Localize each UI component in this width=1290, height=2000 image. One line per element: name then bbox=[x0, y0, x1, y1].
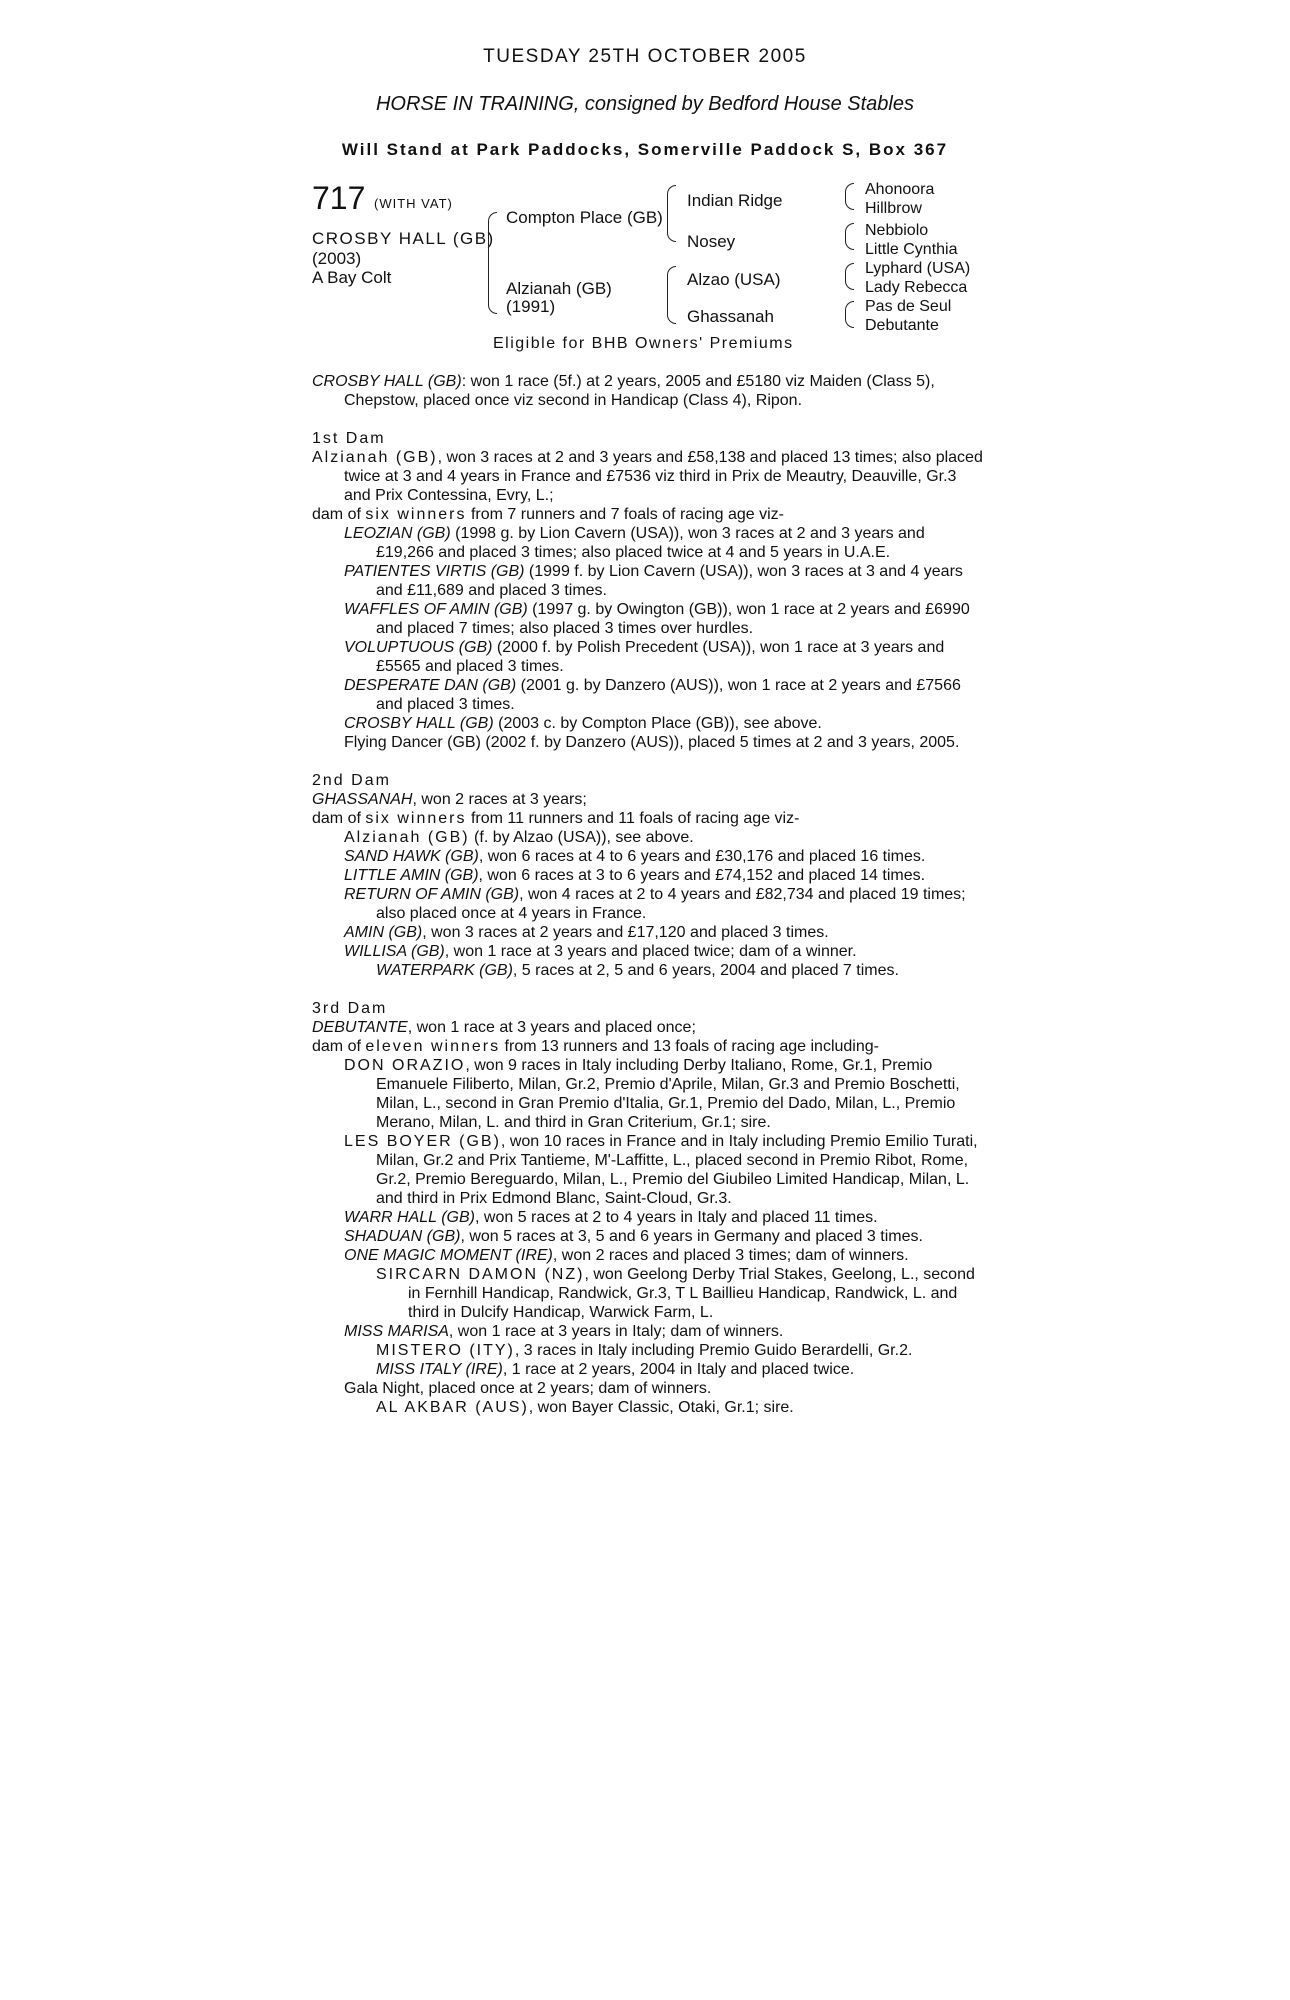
second-dam-record: GHASSANAH, won 2 races at 3 years; bbox=[312, 791, 587, 808]
first-dam-name: Alzianah (GB) bbox=[312, 449, 438, 466]
premium-eligibility: Eligible for BHB Owners' Premiums bbox=[493, 335, 794, 352]
progeny-item: MISS MARISA, won 1 race at 3 years in Italy; dam of winners. bbox=[344, 1323, 784, 1340]
sale-date: TUESDAY 25TH OCTOBER 2005 bbox=[483, 46, 807, 67]
pedigree-brace-g4 bbox=[845, 301, 854, 328]
progeny-item: ONE MAGIC MOMENT (IRE), won 2 races and placed 3 times; dam of winners. bbox=[344, 1247, 909, 1264]
progeny-item: WAFFLES OF AMIN (GB) (1997 g. by Owington (GB)), won 1 race at 2 years and £6990 and placed 7 times; also placed 3 times over hurdles. bbox=[344, 601, 970, 637]
consignment-line: HORSE IN TRAINING, consigned by Bedford House Stables bbox=[375, 93, 914, 115]
progeny-item: DON ORAZIO, won 9 races in Italy including Derby Italiano, Rome, Gr.1, Premio Emanuele Filiberto, Milan, Gr.2, Premio d'Aprile, Milan, Gr.3 and Premio Boschetti, Milan, L., second in Gran Premio d'Italia, Gr.1, Premio del Dado, Milan, L., Premio Merano, Milan, L. and third in Gran Criterium, Gr.1; sire. bbox=[344, 1057, 960, 1131]
progeny-item: WARR HALL (GB), won 5 races at 2 to 4 years in Italy and placed 11 times. bbox=[344, 1209, 878, 1226]
progeny-item: RETURN OF AMIN (GB), won 4 races at 2 to 4 years and £82,734 and placed 19 times; also placed once at 4 years in France. bbox=[344, 886, 966, 922]
horse-year: (2003) bbox=[312, 249, 362, 268]
progeny-item: LEOZIAN (GB) (1998 g. by Lion Cavern (USA)), won 3 races at 2 and 3 years and £19,266 and placed 3 times; also placed twice at 4 and 5 years in U.A.E. bbox=[344, 525, 925, 561]
pedigree-g1: Ahonoora bbox=[865, 181, 935, 198]
second-dam-produce: dam of six winners from 11 runners and 11 foals of racing age viz- bbox=[312, 810, 800, 827]
horse-description: A Bay Colt bbox=[312, 268, 392, 287]
pedigree-dam-year: (1991) bbox=[506, 297, 556, 316]
progeny-item: DESPERATE DAN (GB) (2001 g. by Danzero (AUS)), won 1 race at 2 years and £7566 and placed 3 times. bbox=[344, 677, 961, 713]
pedigree-brace-g2 bbox=[845, 223, 854, 250]
grand-progeny-item: AL AKBAR (AUS), won Bayer Classic, Otaki, Gr.1; sire. bbox=[376, 1399, 794, 1416]
grand-progeny-item: MISTERO (ITY), 3 races in Italy including Premio Guido Berardelli, Gr.2. bbox=[376, 1342, 913, 1359]
pedigree-g2: Hillbrow bbox=[865, 200, 922, 217]
pedigree-brace-dam bbox=[667, 266, 676, 324]
pedigree-brace-sire bbox=[667, 185, 676, 242]
second-dam-name: GHASSANAH bbox=[312, 791, 413, 808]
lot-number: 717 bbox=[312, 180, 366, 216]
progeny-item: LES BOYER (GB), won 10 races in France and in Italy including Premio Emilio Turati, Milan, Gr.2 and Prix Tantieme, M'-Laffitte, L., placed second in Premio Ribot, Rome, Gr.2, Premio Bereguardo, Milan, L., Premio del Giubileo Limited Handicap, Milan, L. and third in Prix Edmond Blanc, Saint-Cloud, Gr.3. bbox=[344, 1133, 978, 1207]
race-record bbox=[312, 372, 984, 410]
pedigree-g7: Pas de Seul bbox=[865, 298, 952, 315]
pedigree-g4: Little Cynthia bbox=[865, 241, 958, 258]
first-dam-record bbox=[312, 448, 984, 505]
third-dam-heading: 3rd Dam bbox=[312, 1000, 388, 1017]
pedigree-sire-dam: Nosey bbox=[687, 232, 736, 251]
vat-note: (WITH VAT) bbox=[374, 196, 453, 211]
progeny-item: Flying Dancer (GB) (2002 f. by Danzero (AUS)), placed 5 times at 2 and 3 years, 2005. bbox=[344, 734, 960, 751]
pedigree-brace-g1 bbox=[845, 183, 854, 210]
pedigree-dam-dam: Ghassanah bbox=[687, 307, 774, 326]
progeny-item: VOLUPTUOUS (GB) (2000 f. by Polish Precedent (USA)), won 1 race at 3 years and £5565 and placed 3 times. bbox=[344, 639, 945, 675]
pedigree-sire-sire: Indian Ridge bbox=[687, 191, 783, 210]
progeny-item: PATIENTES VIRTIS (GB) (1999 f. by Lion Cavern (USA)), won 3 races at 3 and 4 years and £11,689 and placed 3 times. bbox=[344, 563, 963, 599]
third-dam-name: DEBUTANTE bbox=[312, 1019, 408, 1036]
pedigree-g5: Lyphard (USA) bbox=[865, 260, 971, 277]
grand-progeny-item: SIRCARN DAMON (NZ), won Geelong Derby Trial Stakes, Geelong, L., second in Fernhill Handicap, Randwick, Gr.3, T L Baillieu Handicap, Randwick, L. and third in Dulcify Handicap, Warwick Farm, L. bbox=[376, 1266, 975, 1321]
first-dam-text: , won 3 races at 2 and 3 years and £58,138 and placed 13 times; also placed twice at 3 and 4 years in France and £7536 viz third in Prix de Meautry, Deauville, Gr.3 and Prix Contessina, Evry, L.; bbox=[344, 449, 983, 504]
first-dam-winners: six winners bbox=[365, 506, 467, 523]
grand-progeny-item: WATERPARK (GB), 5 races at 2, 5 and 6 years, 2004 and placed 7 times. bbox=[376, 962, 899, 979]
pedigree-dam: Alzianah (GB) bbox=[506, 279, 612, 298]
pedigree-sire: Compton Place (GB) bbox=[506, 208, 663, 227]
first-dam-produce: dam of six winners from 7 runners and 7 foals of racing age viz- bbox=[312, 506, 784, 523]
pedigree-g6: Lady Rebecca bbox=[865, 279, 968, 296]
progeny-item: SAND HAWK (GB), won 6 races at 4 to 6 years and £30,176 and placed 16 times. bbox=[344, 848, 926, 865]
progeny-item: WILLISA (GB), won 1 race at 3 years and placed twice; dam of a winner. bbox=[344, 943, 857, 960]
first-dam-heading: 1st Dam bbox=[312, 430, 386, 447]
progeny-item: LITTLE AMIN (GB), won 6 races at 3 to 6 years and £74,152 and placed 14 times. bbox=[344, 867, 926, 884]
race-record-horse: CROSBY HALL (GB) bbox=[312, 373, 462, 390]
race-record-text: : won 1 race (5f.) at 2 years, 2005 and £5180 viz Maiden (Class 5), Chepstow, placed once viz second in Handicap (Class 4), Ripon. bbox=[344, 373, 935, 409]
stand-location: Will Stand at Park Paddocks, Somerville Paddock S, Box 367 bbox=[341, 140, 949, 159]
pedigree-dam-sire: Alzao (USA) bbox=[687, 270, 781, 289]
third-dam-record: DEBUTANTE, won 1 race at 3 years and placed once; bbox=[312, 1019, 696, 1036]
pedigree-brace-g3 bbox=[845, 263, 854, 290]
third-dam-produce: dam of eleven winners from 13 runners and 13 foals of racing age including- bbox=[312, 1038, 879, 1055]
progeny-item: Gala Night, placed once at 2 years; dam of winners. bbox=[344, 1380, 712, 1397]
progeny-item: Alzianah (GB) (f. by Alzao (USA)), see above. bbox=[344, 829, 694, 846]
catalogue-body bbox=[312, 372, 984, 1417]
progeny-item: CROSBY HALL (GB) (2003 c. by Compton Place (GB)), see above. bbox=[344, 715, 822, 732]
progeny-item: AMIN (GB), won 3 races at 2 years and £17,120 and placed 3 times. bbox=[344, 924, 829, 941]
horse-name: CROSBY HALL (GB) bbox=[312, 229, 495, 248]
progeny-item: SHADUAN (GB), won 5 races at 3, 5 and 6 years in Germany and placed 3 times. bbox=[344, 1228, 923, 1245]
pedigree-g3: Nebbiolo bbox=[865, 222, 929, 239]
pedigree-g8: Debutante bbox=[865, 317, 939, 334]
grand-progeny-item: MISS ITALY (IRE), 1 race at 2 years, 2004 in Italy and placed twice. bbox=[376, 1361, 855, 1378]
pedigree-brace-main bbox=[488, 212, 497, 314]
second-dam-heading: 2nd Dam bbox=[312, 772, 391, 789]
